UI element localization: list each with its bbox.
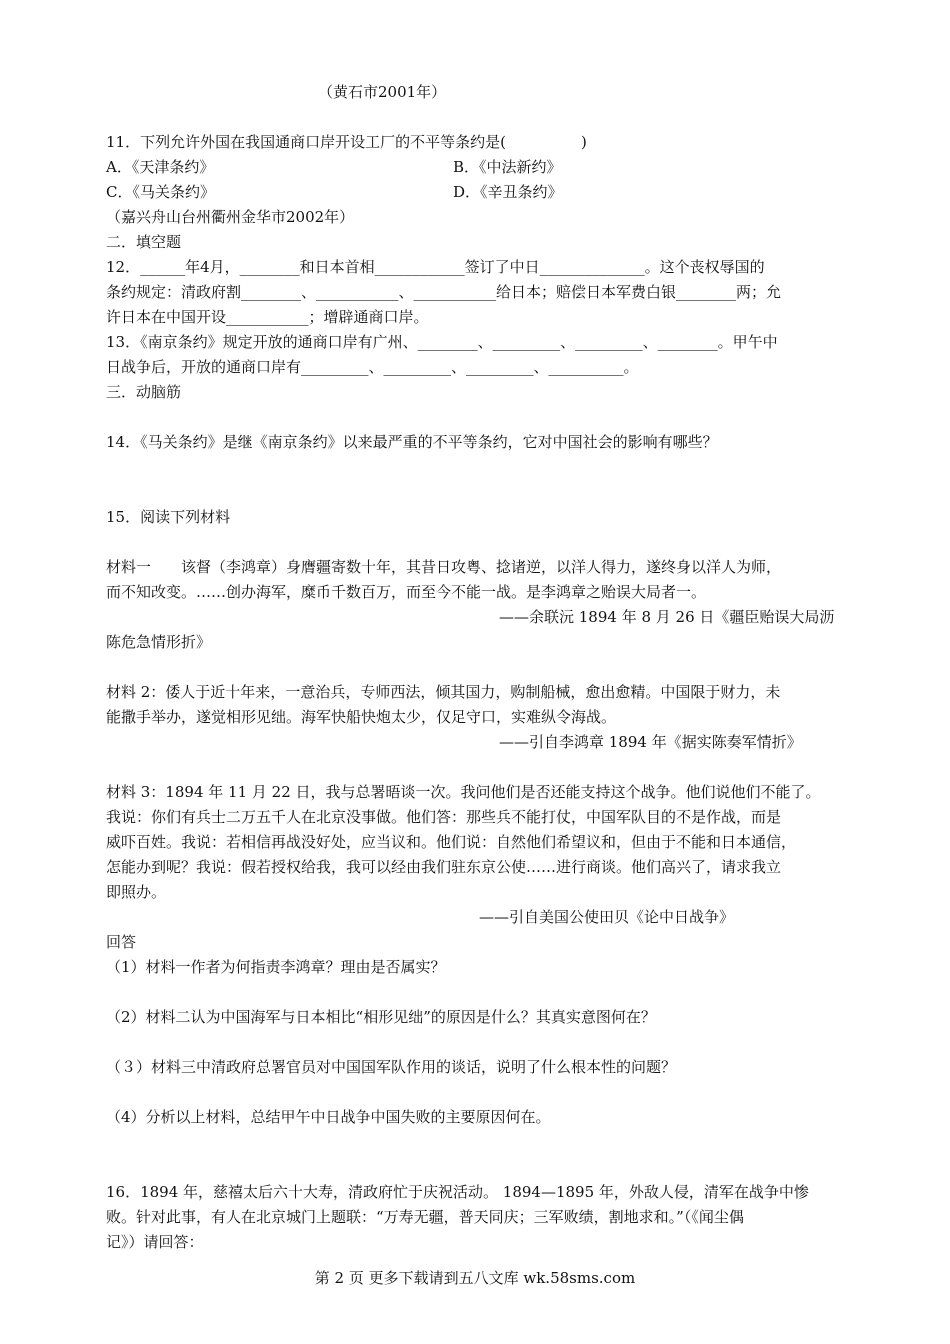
material-1-source-2: 陈危急情形折》 — [106, 633, 212, 651]
question-15-stem: 15．阅读下列材料 — [106, 508, 231, 526]
question-11-option-d: D．《辛丑条约》 — [453, 183, 563, 201]
material-1-line-2: 而不知改变。……创办海军，糜币千数百万，而至今不能一战。是李鸿章之贻误大局者一。 — [106, 583, 707, 601]
question-12-line-3: 许日本在中国开设___________；增辟通商口岸。 — [106, 308, 429, 326]
question-11-option-b: B．《中法新约》 — [453, 158, 562, 176]
material-3-line-5: 即照办。 — [106, 883, 167, 901]
question-12-line-1: 12．______年4月，________和日本首相____________签订了中日______________。这个丧权辱国的 — [106, 258, 765, 276]
material-3-line-3: 威吓百姓。我说：若相信再战没好处，应当议和。他们说：自然他们希望议和，但由于不能和日本通信， — [106, 833, 797, 851]
question-13-line-2: 日战争后，开放的通商口岸有_________、_________、_________、__________。 — [106, 358, 639, 376]
question-16-line-1: 16．1894 年，慈禧太后六十大寿，清政府忙于庆祝活动。 1894—1895 年，外敌人侵，清军在战争中惨 — [106, 1183, 809, 1201]
material-2-line-2: 能撒手举办，遂觉相形见绌。海军快船快炮太少，仅足守口，实难纵令海战。 — [106, 708, 617, 726]
material-1-source-1: ——余联沅 1894 年 8 月 26 日《疆臣贻误大局沥 — [499, 608, 835, 626]
sub-question-1: （1）材料一作者为何指责李鸿章？理由是否属实？ — [106, 958, 446, 976]
material-3-line-2: 我说：你们有兵士二万五千人在北京没事做。他们答：那些兵不能打仗，中国军队目的不是作战，而是 — [106, 808, 782, 826]
question-16-line-2: 败。针对此事，有人在北京城门上题联：“万寿无疆，普天同庆；三军败绩，割地求和。”（《闻尘偶 — [106, 1208, 744, 1226]
answer-label: 回答 — [106, 933, 137, 951]
material-3-line-4: 怎能办到呢？我说：假若授权给我，我可以经由我们驻东京公使……进行商谈。他们高兴了，请求我立 — [106, 858, 782, 876]
question-11-source: （嘉兴舟山台州衢州金华市2002年） — [106, 208, 355, 226]
question-16-line-3: 记》）请回答： — [106, 1233, 204, 1251]
section-3-title: 三．动脑筋 — [106, 383, 182, 401]
question-14: 14．《马关条约》是继《南京条约》以来最严重的不平等条约，它对中国社会的影响有哪些？ — [106, 433, 718, 451]
source-note-huangshi: （黄石市2001年） — [318, 83, 447, 101]
sub-question-4: （4）分析以上材料，总结甲午中日战争中国失败的主要原因何在。 — [106, 1108, 551, 1126]
page-footer: 第 2 页 更多下载请到五八文库 wk.58sms.com — [314, 1269, 636, 1287]
question-11-option-a: A．《天津条约》 — [106, 158, 215, 176]
material-1-line-1: 材料一 该督（李鸿章）身膺疆寄数十年，其昔日攻粤、捻诸逆，以洋人得力，遂终身以洋人为师， — [106, 558, 782, 576]
question-12-line-2: 条约规定：清政府割________、___________、___________给日本；赔偿日本军费白银________两；允 — [106, 283, 782, 301]
section-2-title: 二．填空题 — [106, 233, 182, 251]
material-2-source: ——引自李鸿章 1894 年《据实陈奏军情折》 — [499, 733, 802, 751]
question-11-option-c: C．《马关条约》 — [106, 183, 215, 201]
sub-question-2: （2）材料二认为中国海军与日本相比“相形见绌”的原因是什么？其真实意图何在？ — [106, 1008, 656, 1026]
question-13-line-1: 13．《南京条约》规定开放的通商口岸有广州、________、_________、_________、________。甲午中 — [106, 333, 778, 351]
question-11-stem: 11．下列允许外国在我国通商口岸开设工厂的不平等条约是( ) — [106, 133, 587, 151]
sub-question-3: （３）材料三中清政府总署官员对中国国军队作用的谈话，说明了什么根本性的问题？ — [106, 1058, 677, 1076]
material-2-line-1: 材料 2：倭人于近十年来，一意治兵，专师西法，倾其国力，购制船械，愈出愈精。中国限于财力，未 — [106, 683, 781, 701]
material-3-line-1: 材料 3：1894 年 11 月 22 日，我与总署晤谈一次。我问他们是否还能支持这个战争。他们说他们不能了。 — [106, 783, 821, 801]
material-3-source: ——引自美国公使田贝《论中日战争》 — [479, 908, 735, 926]
